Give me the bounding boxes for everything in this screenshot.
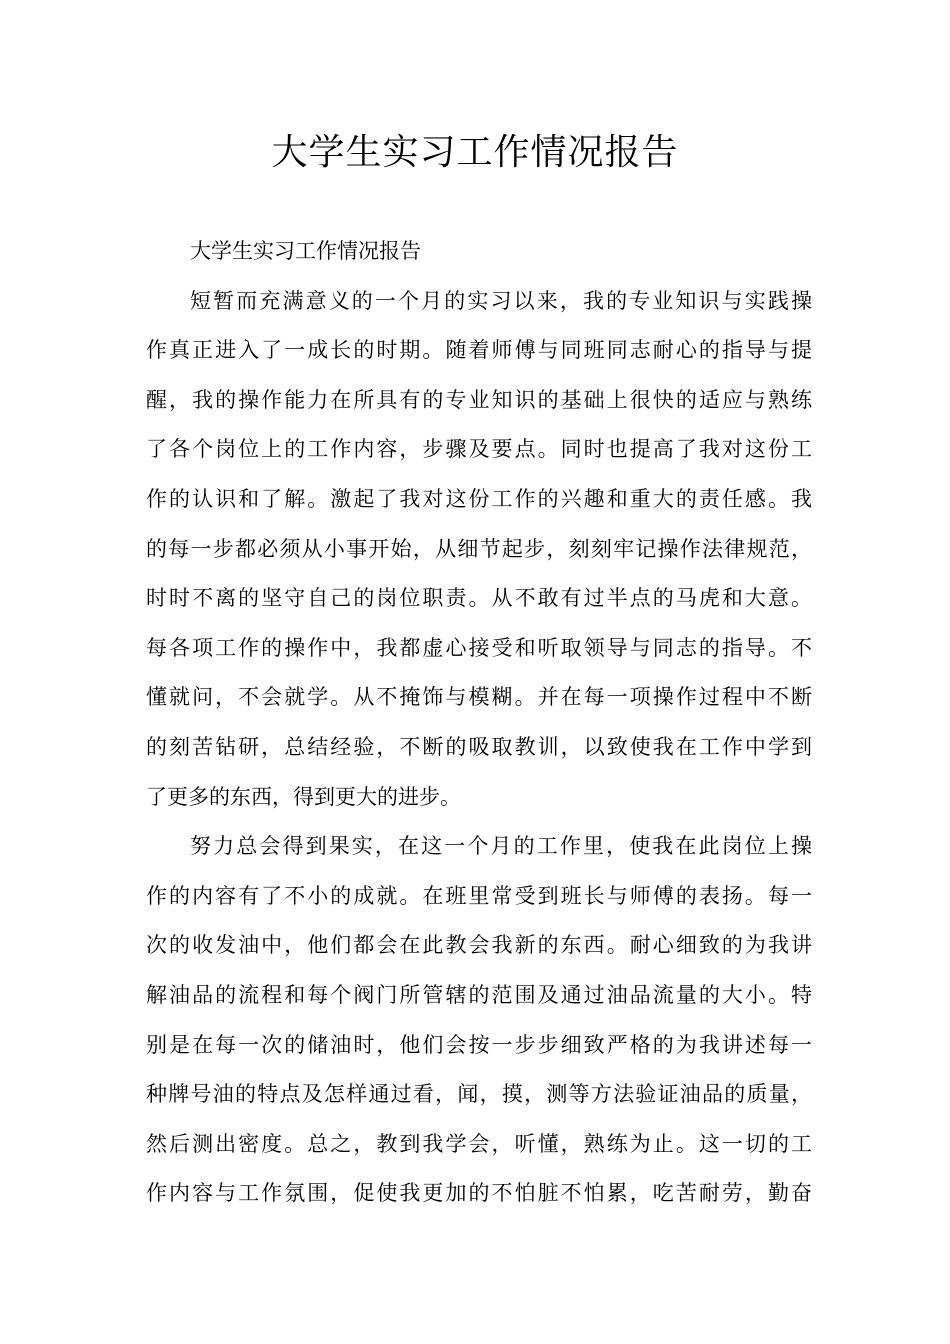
body-line: 了更多的东西，得到更大的进步。: [146, 785, 461, 809]
body-line: 作内容与工作氛围，促使我更加的不怕脏不怕累，吃苦耐劳，勤奋: [146, 1181, 812, 1205]
document-body: [146, 236, 812, 1216]
body-line: 努力总会得到果实，在这一个月的工作里，使我在此岗位上操: [190, 834, 812, 858]
body-line: 每各项工作的操作中，我都虚心接受和听取领导与同志的指导。不: [146, 636, 812, 660]
body-line: 的每一步都必须从小事开始，从细节起步，刻刻牢记操作法律规范，: [146, 537, 812, 561]
body-line: 次的收发油中，他们都会在此教会我新的东西。耐心细致的为我讲: [146, 933, 812, 957]
body-line: 作的认识和了解。激起了我对这份工作的兴趣和重大的责任感。我: [146, 487, 812, 511]
body-line: 了各个岗位上的工作内容，步骤及要点。同时也提高了我对这份工: [146, 437, 812, 461]
body-line: 醒，我的操作能力在所具有的专业知识的基础上很快的适应与熟练: [146, 388, 812, 412]
body-line: 解油品的流程和每个阀门所管辖的范围及通过油品流量的大小。特: [146, 983, 812, 1007]
body-line: 大学生实习工作情况报告: [190, 239, 421, 263]
body-line: 短暂而充满意义的一个月的实习以来，我的专业知识与实践操: [190, 289, 812, 313]
body-line: 时时不离的坚守自己的岗位职责。从不敢有过半点的马虎和大意。: [146, 586, 812, 610]
body-line: 懂就问，不会就学。从不掩饰与模糊。并在每一项操作过程中不断: [146, 685, 812, 709]
body-line: 别是在每一次的储油时，他们会按一步步细致严格的为我讲述每一: [146, 1033, 812, 1057]
body-line: 种牌号油的特点及怎样通过看，闻，摸，测等方法验证油品的质量，: [146, 1082, 812, 1106]
body-line: 作真正进入了一成长的时期。随着师傅与同班同志耐心的指导与提: [146, 338, 812, 362]
body-line: 作的内容有了不小的成就。在班里常受到班长与师傅的表扬。每一: [146, 884, 812, 908]
body-line: 然后测出密度。总之，教到我学会，听懂，熟练为止。这一切的工: [146, 1132, 812, 1156]
body-line: 的刻苦钻研，总结经验，不断的吸取教训，以致使我在工作中学到: [146, 735, 812, 759]
document-title: 大学生实习工作情况报告: [271, 132, 679, 173]
